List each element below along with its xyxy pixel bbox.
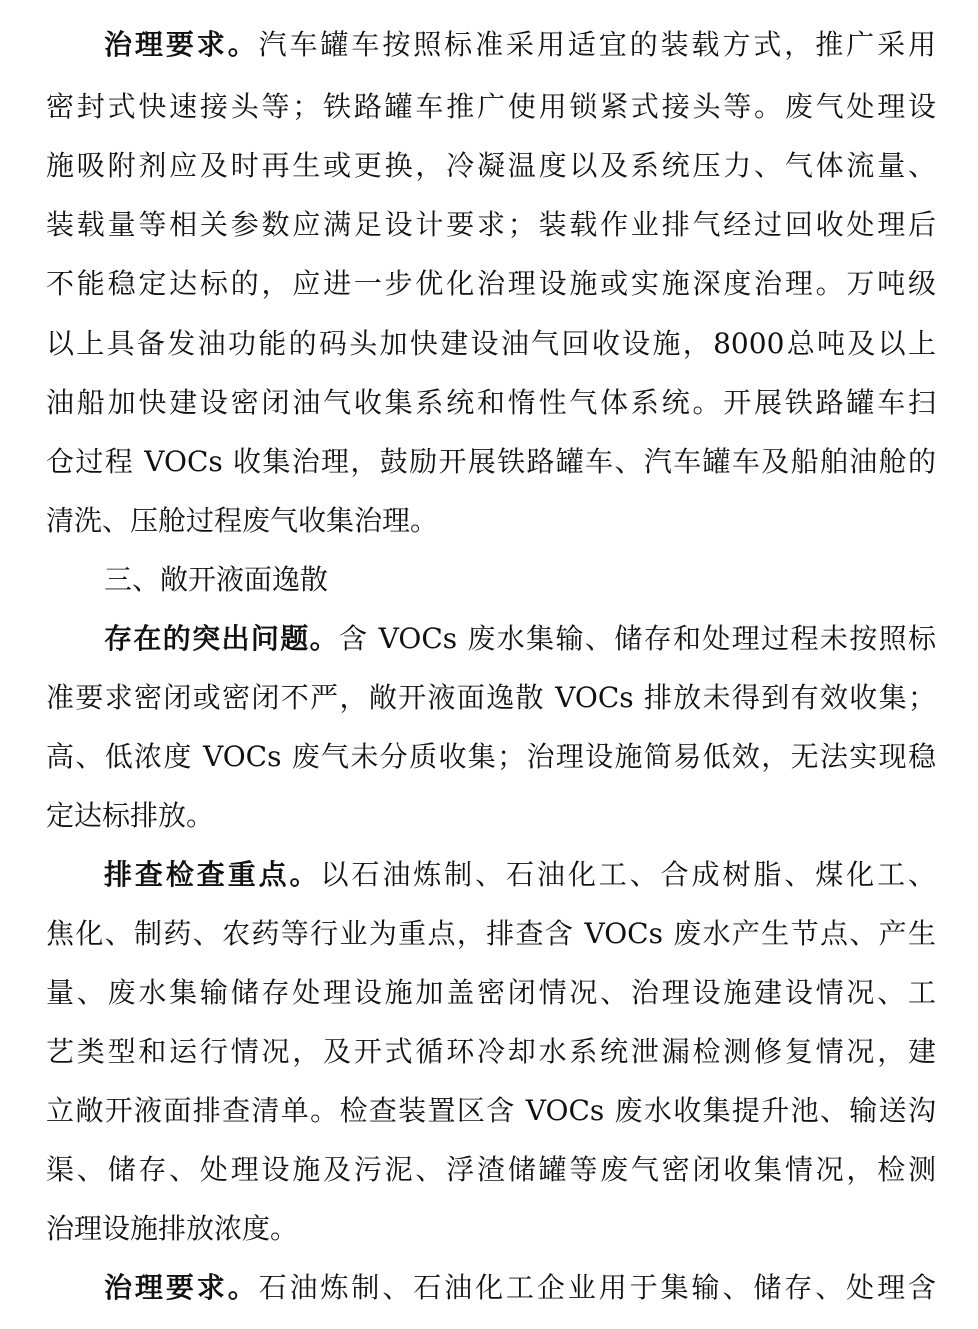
paragraph-2-line-4: 定达标排放。 (46, 799, 215, 832)
paragraph-3-line-4: 艺类型和运行情况，及开式循环冷却水系统泄漏检测修复情况，建 (46, 1035, 936, 1068)
paragraph-1-line-9: 清洗、压舱过程废气收集治理。 (46, 504, 439, 537)
paragraph-2-line-3: 高、低浓度 VOCs 废气未分质收集；治理设施简易低效，无法实现稳 (46, 740, 936, 773)
paragraph-1-line-3: 施吸附剂应及时再生或更换，冷凝温度以及系统压力、气体流量、 (46, 149, 936, 182)
paragraph-1-line-7: 油船加快建设密闭油气收集系统和惰性气体系统。开展铁路罐车扫 (46, 386, 936, 419)
paragraph-3-line-1 (104, 853, 936, 897)
paragraph-1-line-8: 仓过程 VOCs 收集治理，鼓励开展铁路罐车、汽车罐车及船舶油舱的 (46, 445, 936, 478)
paragraph-3-line-6: 渠、储存、处理设施及污泥、浮渣储罐等废气密闭收集情况，检测 (46, 1153, 936, 1186)
paragraph-1-line-1 (104, 23, 936, 67)
paragraph-3-line-3: 量、废水集输储存处理设施加盖密闭情况、治理设施建设情况、工 (46, 976, 936, 1009)
paragraph-2-line-1 (104, 617, 936, 661)
paragraph-2-text: 含 VOCs 废水集输、储存和处理过程未按照标 (339, 622, 936, 655)
paragraph-2-lead: 存在的突出问题。 (104, 622, 339, 655)
paragraph-3-lead: 排查检查重点。 (104, 858, 321, 891)
paragraph-4-line-1 (104, 1266, 936, 1310)
paragraph-1-text: 汽车罐车按照标准采用适宜的装载方式，推广采用 (258, 28, 936, 61)
paragraph-1-lead: 治理要求。 (104, 28, 259, 61)
paragraph-4-lead: 治理要求。 (104, 1271, 259, 1304)
paragraph-1-line-4: 装载量等相关参数应满足设计要求；装载作业排气经过回收处理后 (46, 208, 936, 241)
paragraph-1-line-2: 密封式快速接头等；铁路罐车推广使用锁紧式接头等。废气处理设 (46, 90, 936, 123)
paragraph-3-line-2: 焦化、制药、农药等行业为重点，排查含 VOCs 废水产生节点、产生 (46, 917, 936, 950)
paragraph-3-line-7: 治理设施排放浓度。 (46, 1212, 299, 1245)
paragraph-3-text: 以石油炼制、石油化工、合成树脂、煤化工、 (320, 858, 936, 891)
paragraph-1-line-6: 以上具备发油功能的码头加快建设油气回收设施，8000总吨及以上 (46, 327, 936, 360)
paragraph-2-line-2: 准要求密闭或密闭不严，敞开液面逸散 VOCs 排放未得到有效收集； (46, 681, 936, 714)
paragraph-3-line-5: 立敞开液面排查清单。检查装置区含 VOCs 废水收集提升池、输送沟 (46, 1094, 936, 1127)
paragraph-4-text: 石油炼制、石油化工企业用于集输、储存、处理含 (258, 1271, 936, 1304)
paragraph-1-line-5: 不能稳定达标的，应进一步优化治理设施或实施深度治理。万吨级 (46, 267, 936, 300)
section-heading: 三、敞开液面逸散 (104, 563, 329, 596)
